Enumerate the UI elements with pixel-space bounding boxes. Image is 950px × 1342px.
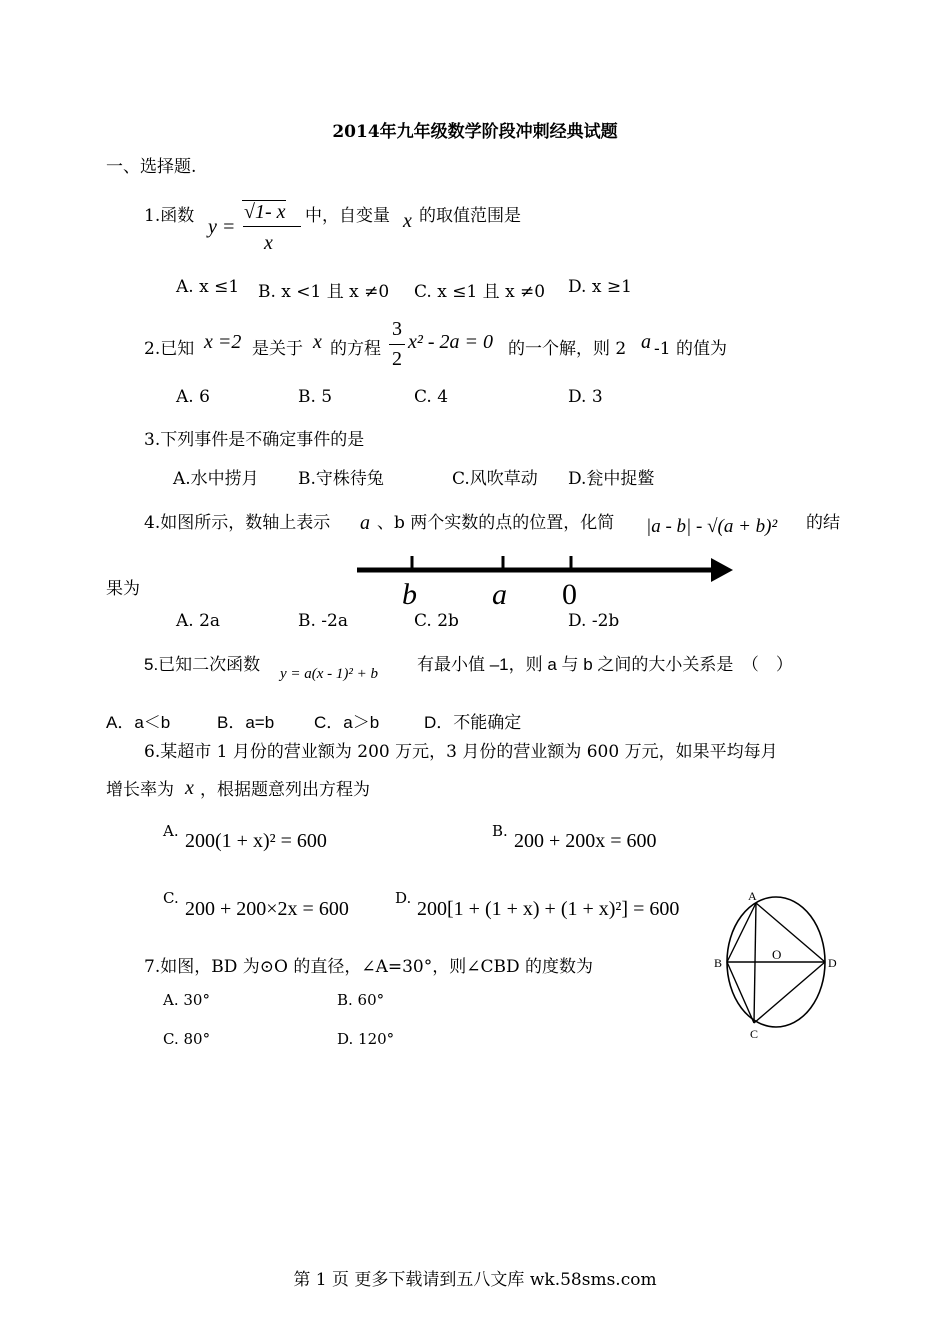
q6-option-c-eq: 200 + 200×2x = 600 [185, 898, 349, 920]
q2-equation: x² - 2a = 0 [408, 331, 494, 353]
point-label-o: O [772, 947, 782, 962]
q3-stem: 3.下列事件是不确定事件的是 [144, 430, 365, 450]
axis-label-a: a [492, 578, 507, 610]
q6-option-b-eq: 200 + 200x = 600 [514, 830, 657, 852]
q5-option-a: A．a＜b [106, 713, 171, 732]
section-heading: 一、选择题. [106, 157, 197, 177]
q2-option-a: A. 6 [176, 387, 210, 407]
q6-line-2a: 增长率为 [106, 780, 174, 800]
q2-stem-a: 2.已知 [144, 339, 195, 359]
point-label-a: A [748, 889, 757, 903]
q5-option-c: C．a＞b [314, 713, 380, 732]
q1-option-a: A. x ≤1 [176, 277, 240, 297]
point-label-b: B [714, 956, 723, 970]
q1-formula-num: √1- x [244, 201, 286, 223]
chord-bc [727, 962, 754, 1023]
q3-option-a: A.水中捞月 [173, 469, 259, 489]
q2-option-b: B. 5 [298, 387, 333, 407]
q3-option-c: C.风吹草动 [452, 469, 538, 489]
q4-option-c: C. 2b [414, 611, 459, 631]
q1-stem-c: 的取值范围是 [419, 206, 521, 226]
q2-fraction-bar [389, 344, 405, 345]
number-line-arrow [711, 558, 733, 582]
q1-stem-a: 1.函数 [144, 206, 195, 226]
q6-option-d-eq: 200[1 + (1 + x) + (1 + x)²] = 600 [417, 898, 680, 920]
q1-fraction-bar [243, 226, 301, 227]
point-label-c: C [750, 1027, 759, 1040]
q2-option-c: C. 4 [414, 387, 449, 407]
q6-option-b-label: B. [492, 822, 508, 840]
q6-line-2b: ，根据题意列出方程为 [200, 780, 370, 800]
q1-stem-b: 中，自变量 [305, 206, 390, 226]
q1-option-d: D. x ≥1 [568, 277, 632, 297]
q4-stem-d: 果为 [106, 579, 140, 599]
q6-option-d-label: D. [395, 889, 412, 907]
q2-frac-num: 3 [392, 318, 402, 340]
q2-condition: x =2 [204, 331, 242, 353]
axis-label-b: b [402, 578, 417, 610]
page-title: 2014年九年级数学阶段冲刺经典试题 [332, 122, 618, 142]
q7-option-b: B. 60° [337, 991, 385, 1009]
q2-stem-e: -1 的值为 [654, 339, 727, 359]
q3-option-d: D.瓮中捉鳖 [568, 469, 655, 489]
q4-stem-b: 、b 两个实数的点的位置，化简 [377, 513, 615, 533]
q5-option-d: D．不能确定 [424, 713, 522, 732]
q6-var: x [185, 777, 194, 799]
chord-ac [754, 903, 756, 1023]
q7-option-c: C. 80° [163, 1030, 211, 1048]
q4-option-a: A. 2a [176, 611, 221, 631]
q2-frac-den: 2 [392, 348, 402, 370]
axis-label-0: 0 [562, 578, 577, 610]
point-label-d: D [828, 956, 837, 970]
q6-line-1: 6.某超市 1 月份的营业额为 200 万元，3 月份的营业额为 600 万元，如果平均每月 [144, 742, 778, 762]
q5-formula: y = a(x - 1)² + b [280, 666, 379, 682]
q4-expression: |a - b| - √(a + b)² [646, 516, 778, 537]
q7-option-d: D. 120° [337, 1030, 395, 1048]
q2-var: x [313, 331, 322, 353]
q6-option-a-label: A. [163, 822, 179, 840]
q4-option-b: B. -2a [298, 611, 348, 631]
q1-option-b: B. x <1 且 x ≠0 [258, 282, 390, 302]
q7-option-a: A. 30° [163, 991, 210, 1009]
q1-var: x [403, 210, 412, 232]
chord-cd [754, 962, 825, 1023]
q2-stem-b: 是关于 [252, 339, 303, 359]
chord-ad [756, 903, 825, 962]
page-footer: 第 1 页 更多下载请到五八文库 wk.58sms.com [293, 1270, 657, 1290]
q5-stem-b: 有最小值 –1，则 a 与 b 之间的大小关系是 （ ） [417, 655, 793, 674]
q4-var-a: a [360, 512, 370, 534]
q5-stem-a: 5.已知二次函数 [144, 655, 261, 674]
q2-stem-d: 的一个解，则 2 [508, 339, 627, 359]
q4-stem-c: 的结 [806, 513, 840, 533]
q4-stem-a: 4.如图所示，数轴上表示 [144, 513, 331, 533]
q6-option-c-label: C. [163, 889, 179, 907]
q1-formula-den: x [264, 232, 273, 254]
q5-option-b: B．a=b [217, 713, 275, 732]
q1-formula-y: y = [208, 216, 236, 238]
number-line-figure [355, 548, 735, 610]
q2-option-d: D. 3 [568, 387, 603, 407]
q7-stem: 7.如图，BD 为⊙O 的直径，∠A=30°，则∠CBD 的度数为 [144, 957, 594, 977]
q2-stem-c: 的方程 [330, 339, 381, 359]
q3-option-b: B.守株待兔 [298, 469, 384, 489]
q2-var-a: a [641, 331, 651, 353]
circle-figure [708, 886, 842, 1040]
q1-option-c: C. x ≤1 且 x ≠0 [414, 282, 546, 302]
q4-option-d: D. -2b [568, 611, 620, 631]
q6-option-a-eq: 200(1 + x)² = 600 [185, 830, 327, 852]
